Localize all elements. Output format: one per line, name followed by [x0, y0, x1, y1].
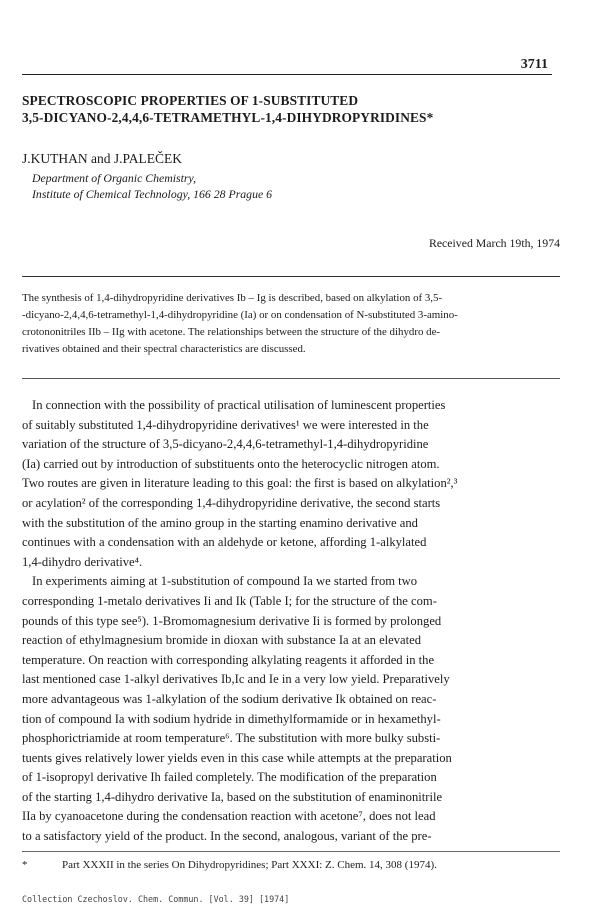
footnote — [22, 859, 437, 871]
article-title — [22, 92, 560, 126]
body-line: pounds of this type see⁵). 1-Bromomagnesium derivative Ii is formed by prolonged — [22, 613, 442, 628]
body-line: more advantageous was 1-alkylation of the sodium derivative Ik obtained on reac- — [22, 691, 437, 706]
abstract-line: -dicyano-2,4,4,6-tetramethyl-1,4-dihydropyridine (Ia) or on condensation of N-substituted 3-amino- — [22, 309, 458, 321]
body-line: continues with a condensation with an aldehyde or ketone, affording 1-alkylated — [22, 535, 427, 550]
body-line: of 1-isopropyl derivative Ih failed completely. The modification of the preparation — [22, 770, 437, 785]
received-date: Received March 19th, 1974 — [428, 236, 560, 250]
body-line: variation of the structure of 3,5-dicyano-2,4,4,6-tetramethyl-1,4-dihydropyridine — [22, 437, 429, 452]
abstract-line: crotononitriles IIb – IIg with acetone. The relationships between the structure of the dihydro de- — [22, 326, 441, 338]
header-rule — [22, 74, 552, 75]
body-line: (Ia) carried out by introduction of substituents onto the heterocyclic nitrogen atom. — [22, 456, 440, 471]
body-line: corresponding 1-metalo derivatives Ii and Ik (Table I; for the structure of the com- — [22, 593, 437, 608]
abstract — [22, 290, 560, 358]
affiliation-line: Institute of Chemical Technology, 166 28 Prague 6 — [32, 187, 273, 201]
body-line: tion of compound Ia with sodium hydride in dimethylformamide or in hexamethyl- — [22, 711, 441, 726]
title-line: SPECTROSCOPIC PROPERTIES OF 1-SUBSTITUTED — [22, 93, 359, 108]
body-line: tuents gives relatively lower yields even in this case while attempts at the preparation — [22, 750, 452, 765]
body-line: reaction of ethylmagnesium bromide in dioxan with substance Ia at an elevated — [22, 633, 422, 648]
body-line: Two routes are given in literature leading to this goal: the first is based on alkylation²,³ — [22, 476, 458, 491]
abstract-top-rule — [22, 276, 560, 277]
body-line: temperature. On reaction with corresponding alkylating reagents it afforded in the — [22, 652, 435, 667]
body-line: In experiments aiming at 1-substitution of compound Ia we started from two — [32, 574, 418, 589]
body-line: last mentioned case 1-alkyl derivatives Ib,Ic and Ie in a very low yield. Preparatively — [22, 672, 450, 687]
journal-footer: Collection Czechoslov. Chem. Commun. [Vol. 39] [1974] — [22, 894, 290, 904]
body-line: or acylation² of the corresponding 1,4-dihydropyridine derivative, the second starts — [22, 495, 441, 510]
body-line: phosphorictriamide at room temperature⁶. The substitution with more bulky substi- — [22, 731, 441, 746]
body-line: 1,4-dihydro derivative⁴. — [22, 554, 143, 569]
body-line: In connection with the possibility of practical utilisation of luminescent properties — [32, 398, 446, 412]
abstract-line: rivatives obtained and their spectral characteristics are discussed. — [22, 343, 306, 355]
abstract-line: The synthesis of 1,4-dihydropyridine derivatives Ib – Ig is described, based on alkylation of 3,5- — [22, 292, 443, 304]
affiliation-line: Department of Organic Chemistry, — [32, 171, 197, 185]
page-number: 3711 — [520, 57, 548, 72]
affiliation — [32, 170, 272, 202]
body-line: IIa by cyanoacetone during the condensation reaction with acetone⁷, does not lead — [22, 809, 436, 824]
body-line: to a satisfactory yield of the product. In the second, analogous, variant of the pre- — [22, 829, 432, 844]
title-line: 3,5-DICYANO-2,4,4,6-TETRAMETHYL-1,4-DIHYDROPYRIDINES* — [22, 110, 434, 125]
abstract-bottom-rule — [22, 378, 560, 379]
footnote-rule — [22, 851, 560, 852]
footnote-marker: * — [22, 859, 28, 871]
body-text — [22, 396, 560, 847]
body-line: with the substitution of the amino group in the starting enamino derivative and — [22, 515, 418, 530]
body-line: of suitably substituted 1,4-dihydropyridine derivatives¹ we were interested in the — [22, 417, 429, 432]
body-line: of the starting 1,4-dihydro derivative Ia, based on the substitution of enaminonitrile — [22, 789, 443, 804]
authors: J.KUTHAN and J.PALEČEK — [22, 151, 183, 166]
footnote-text: Part XXXII in the series On Dihydropyridines; Part XXXI: Z. Chem. 14, 308 (1974). — [62, 859, 437, 871]
